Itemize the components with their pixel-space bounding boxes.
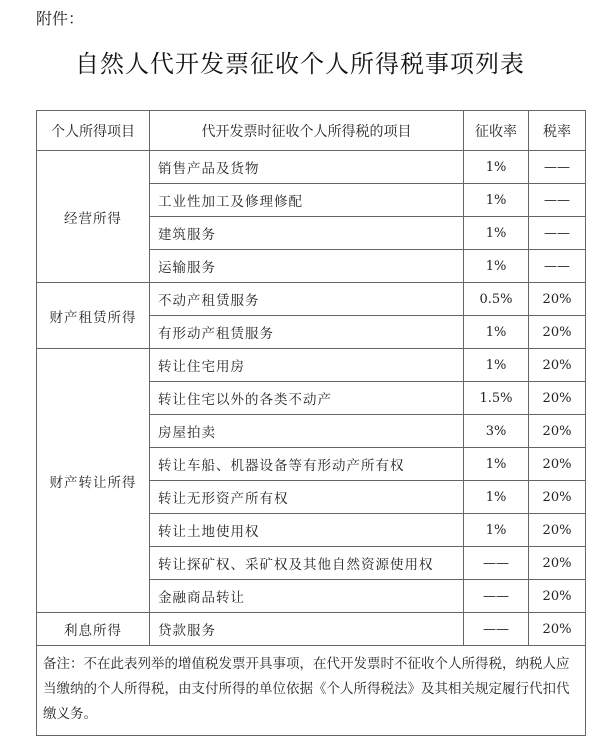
collection-rate-cell: 1% (464, 349, 529, 382)
item-cell: 销售产品及货物 (150, 151, 464, 184)
item-cell: 金融商品转让 (150, 580, 464, 613)
table-row (37, 283, 586, 316)
tax-rate-cell: 20% (529, 448, 586, 481)
category-cell: 财产租赁所得 (37, 283, 150, 349)
collection-rate-cell: 1% (464, 448, 529, 481)
note-text: 备注：不在此表列举的增值税发票开具事项，在代开发票时不征收个人所得税，纳税人应当缴纳的个人所得税，由支付所得的单位依据《个人所得税法》及其相关规定履行代扣代缴义务。 (37, 646, 586, 736)
collection-rate-cell: 3% (464, 415, 529, 448)
item-cell: 贷款服务 (150, 613, 464, 646)
attachment-label: 附件： (36, 9, 85, 28)
item-cell: 运输服务 (150, 250, 464, 283)
page-title: 自然人代开发票征收个人所得税事项列表 (75, 50, 525, 78)
tax-rate-cell: 20% (529, 283, 586, 316)
tax-rate-cell: 20% (529, 382, 586, 415)
collection-rate-cell: 1% (464, 151, 529, 184)
tax-table (36, 110, 586, 736)
table-body (37, 151, 586, 646)
category-cell: 利息所得 (37, 613, 150, 646)
collection-rate-cell: —— (464, 547, 529, 580)
item-cell: 转让车船、机器设备等有形动产所有权 (150, 448, 464, 481)
tax-rate-cell: —— (529, 184, 586, 217)
item-cell: 不动产租赁服务 (150, 283, 464, 316)
header-collection-rate: 征收率 (464, 111, 529, 151)
tax-rate-cell: 20% (529, 415, 586, 448)
item-cell: 转让住宅用房 (150, 349, 464, 382)
table-header-row (37, 111, 586, 151)
table-row (37, 151, 586, 184)
tax-rate-cell: 20% (529, 613, 586, 646)
collection-rate-cell: 0.5% (464, 283, 529, 316)
item-cell: 转让土地使用权 (150, 514, 464, 547)
tax-rate-cell: 20% (529, 547, 586, 580)
tax-rate-cell: —— (529, 151, 586, 184)
table-row (37, 349, 586, 382)
collection-rate-cell: 1% (464, 250, 529, 283)
header-tax-rate: 税率 (529, 111, 586, 151)
collection-rate-cell: 1% (464, 184, 529, 217)
note-row (37, 646, 586, 736)
collection-rate-cell: —— (464, 580, 529, 613)
category-cell: 经营所得 (37, 151, 150, 283)
tax-rate-cell: —— (529, 250, 586, 283)
tax-rate-cell: 20% (529, 580, 586, 613)
header-tax-item: 代开发票时征收个人所得税的项目 (150, 111, 464, 151)
tax-rate-cell: 20% (529, 481, 586, 514)
table-row (37, 613, 586, 646)
item-cell: 转让住宅以外的各类不动产 (150, 382, 464, 415)
tax-rate-cell: —— (529, 217, 586, 250)
collection-rate-cell: 1% (464, 217, 529, 250)
item-cell: 有形动产租赁服务 (150, 316, 464, 349)
collection-rate-cell: 1% (464, 514, 529, 547)
tax-rate-cell: 20% (529, 349, 586, 382)
collection-rate-cell: —— (464, 613, 529, 646)
item-cell: 建筑服务 (150, 217, 464, 250)
tax-rate-cell: 20% (529, 316, 586, 349)
collection-rate-cell: 1% (464, 316, 529, 349)
item-cell: 转让无形资产所有权 (150, 481, 464, 514)
collection-rate-cell: 1% (464, 481, 529, 514)
item-cell: 工业性加工及修理修配 (150, 184, 464, 217)
item-cell: 房屋拍卖 (150, 415, 464, 448)
tax-rate-cell: 20% (529, 514, 586, 547)
item-cell: 转让探矿权、采矿权及其他自然资源使用权 (150, 547, 464, 580)
header-income-item: 个人所得项目 (37, 111, 150, 151)
collection-rate-cell: 1.5% (464, 382, 529, 415)
category-cell: 财产转让所得 (37, 349, 150, 613)
